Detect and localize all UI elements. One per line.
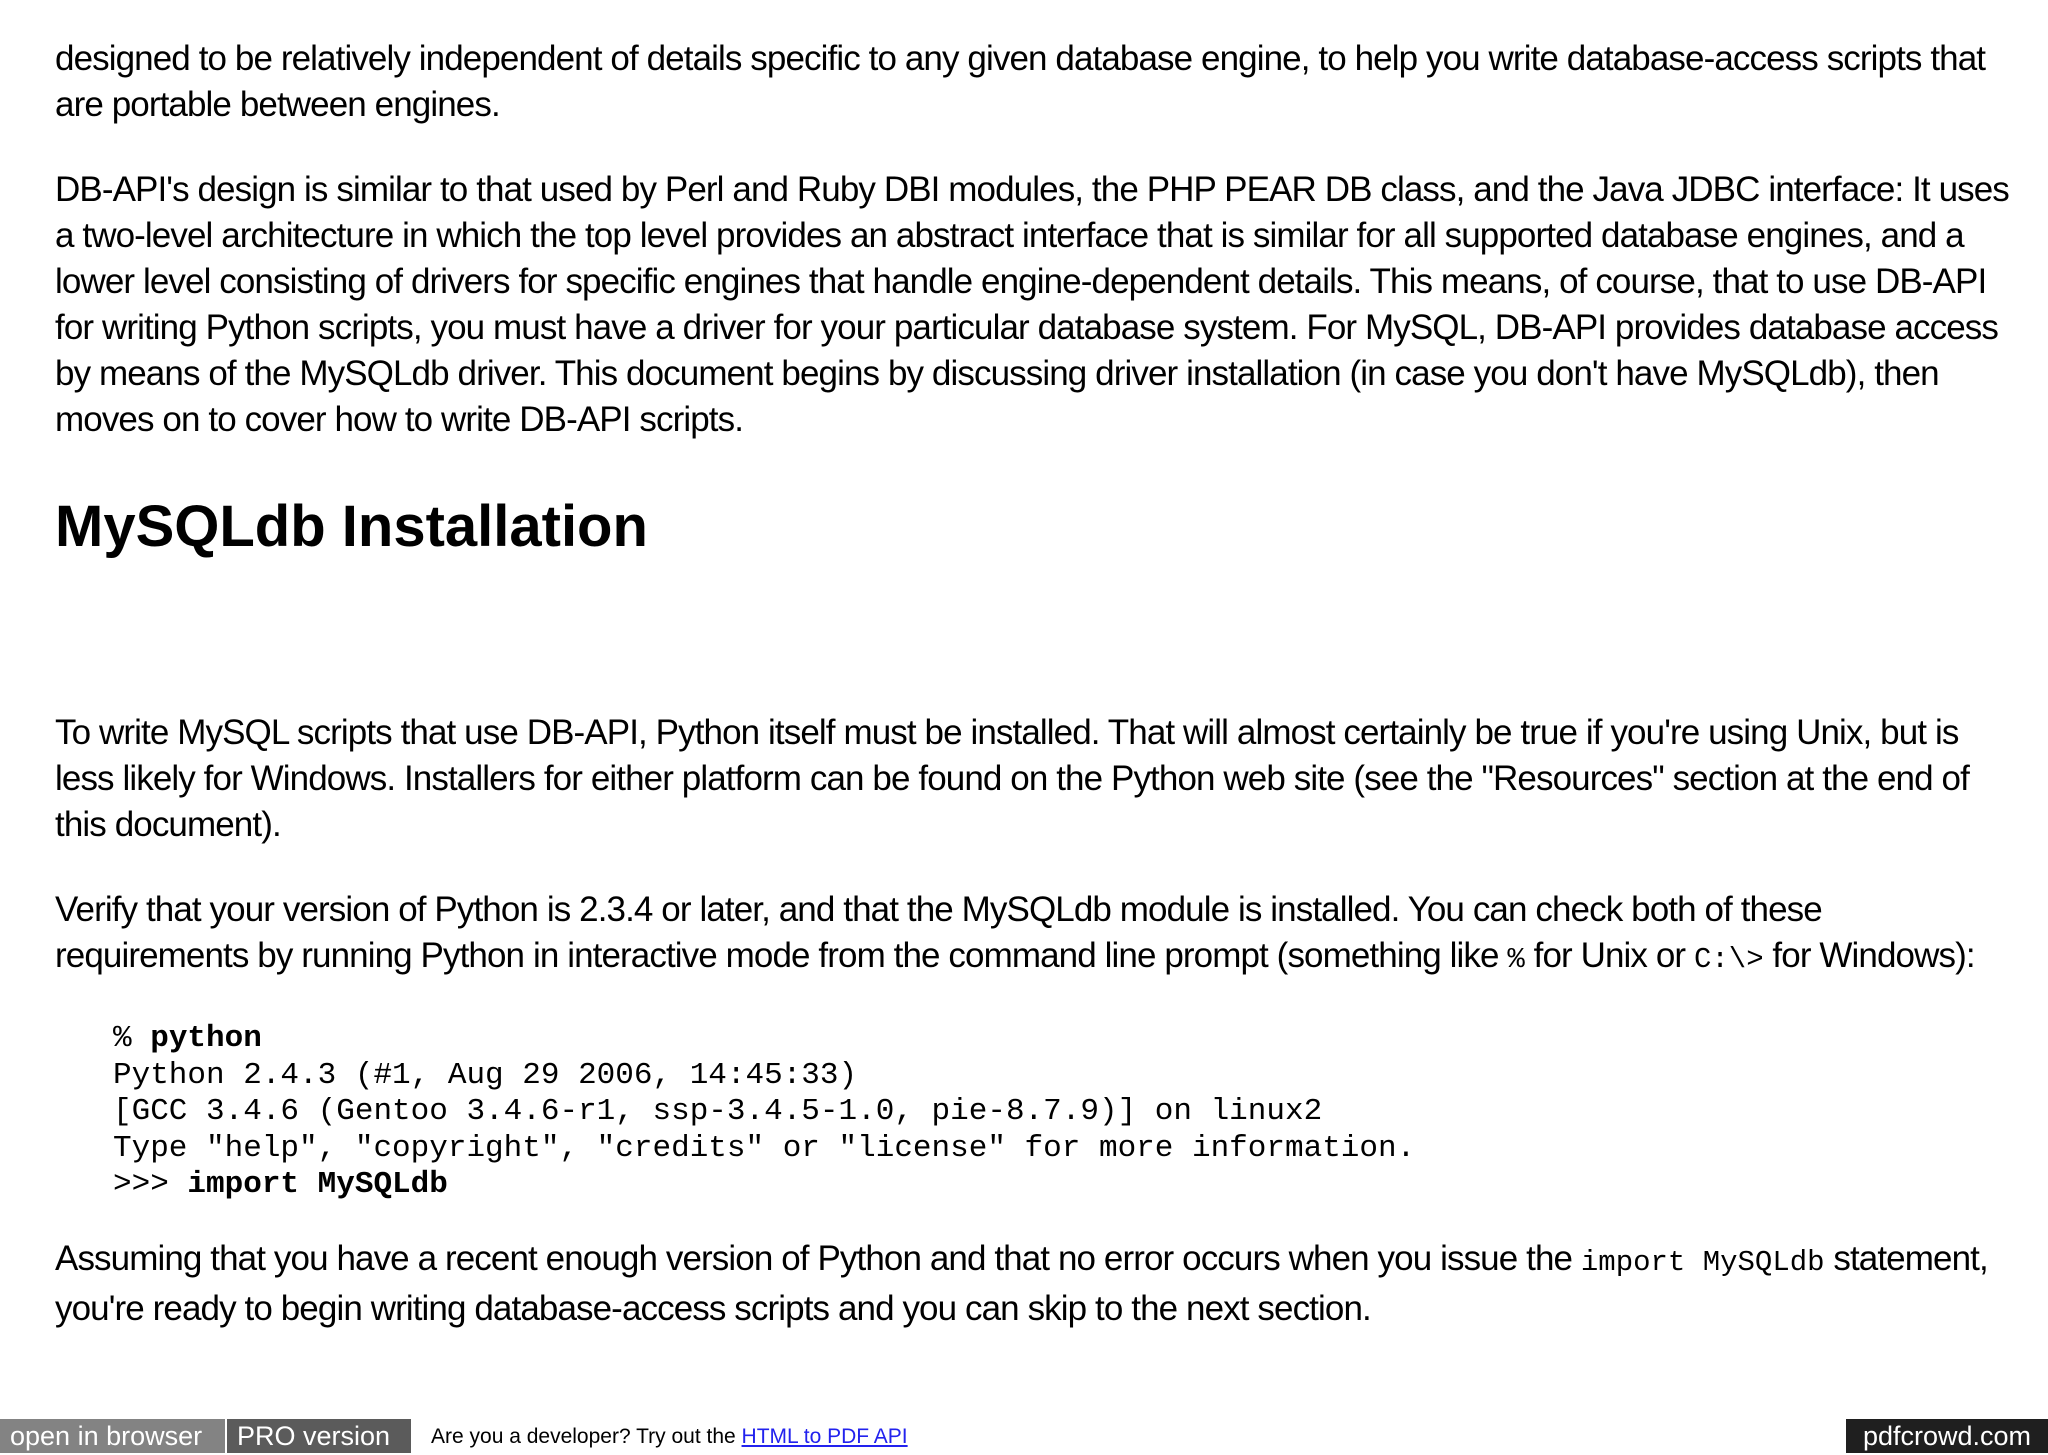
inline-code-windows-prompt: C:\>: [1693, 943, 1764, 976]
inline-code-import: import MySQLdb: [1580, 1245, 1825, 1279]
promo-label: Are you a developer? Try out the: [431, 1425, 742, 1448]
paragraph-db-api-design: DB-API's design is similar to that used by Perl and Ruby DBI modules, the PHP PEAR DB class, and the Java JDBC interface: It uses a two-level architecture in which the top level provides an abstract interface that is similar for all supported database engines, and a lower level consisting of drivers for specific engines that handle engine-dependent details. This means, of course, that to use DB-API for writing Python scripts, you must have a driver for your particular database system. For MySQL, DB-API provides database access by means of the MySQLdb driver. This document begins by discussing driver installation (in case you don't have MySQLdb), then moves on to cover how to write DB-API scripts.: [55, 170, 2009, 439]
document-body: [55, 36, 2015, 1332]
paragraph-verify-version: [55, 887, 2015, 983]
text-span: statement, you're ready to begin writing database-access scripts and you can skip to the next section.: [55, 1238, 1988, 1328]
code-line: Python 2.4.3 (#1, Aug 29 2006, 14:45:33): [113, 1057, 858, 1093]
paragraph-python-install: To write MySQL scripts that use DB-API, Python itself must be installed. That will almost certainly be true if you're using Unix, but is less likely for Windows. Installers for either platform can be found on the Python web site (see the "Resources" section at the end of this document).: [55, 713, 1969, 844]
inline-code-unix-prompt: %: [1507, 943, 1525, 976]
html-to-pdf-api-link[interactable]: HTML to PDF API: [741, 1425, 908, 1448]
code-command: import MySQLdb: [187, 1167, 448, 1202]
code-line: Type "help", "copyright", "credits" or "license" for more information.: [113, 1130, 1416, 1166]
pro-version-button[interactable]: PRO version: [227, 1419, 411, 1453]
code-block: [113, 1021, 2015, 1204]
paragraph-assuming: [55, 1236, 2015, 1332]
text-span: Assuming that you have a recent enough version of Python and that no error occurs when you issue the: [55, 1238, 1581, 1278]
code-prompt: >>>: [113, 1167, 188, 1202]
open-in-browser-button[interactable]: open in browser: [0, 1419, 225, 1453]
text-span: Verify that your version of Python is 2.3.4 or later, and that the MySQLdb module is installed. You can check both of these requirements by running Python in interactive mode from the command line prompt (something like: [55, 890, 1822, 975]
footer-bar: [0, 1419, 2048, 1453]
paragraph-intro: designed to be relatively independent of details specific to any given database engine, to help you write database-access scripts that are portable between engines.: [55, 39, 1986, 124]
text-span: for Windows):: [1763, 936, 1975, 975]
promo-text: [431, 1419, 908, 1453]
pdfcrowd-brand-button[interactable]: pdfcrowd.com: [1846, 1419, 2048, 1453]
text-span: for Unix or: [1524, 936, 1694, 975]
code-line: [GCC 3.4.6 (Gentoo 3.4.6-r1, ssp-3.4.5-1.0, pie-8.7.9)] on linux2: [113, 1094, 1323, 1129]
code-prompt: %: [113, 1021, 151, 1056]
section-heading: MySQLdb Installation: [55, 494, 648, 559]
code-command: python: [150, 1021, 262, 1056]
